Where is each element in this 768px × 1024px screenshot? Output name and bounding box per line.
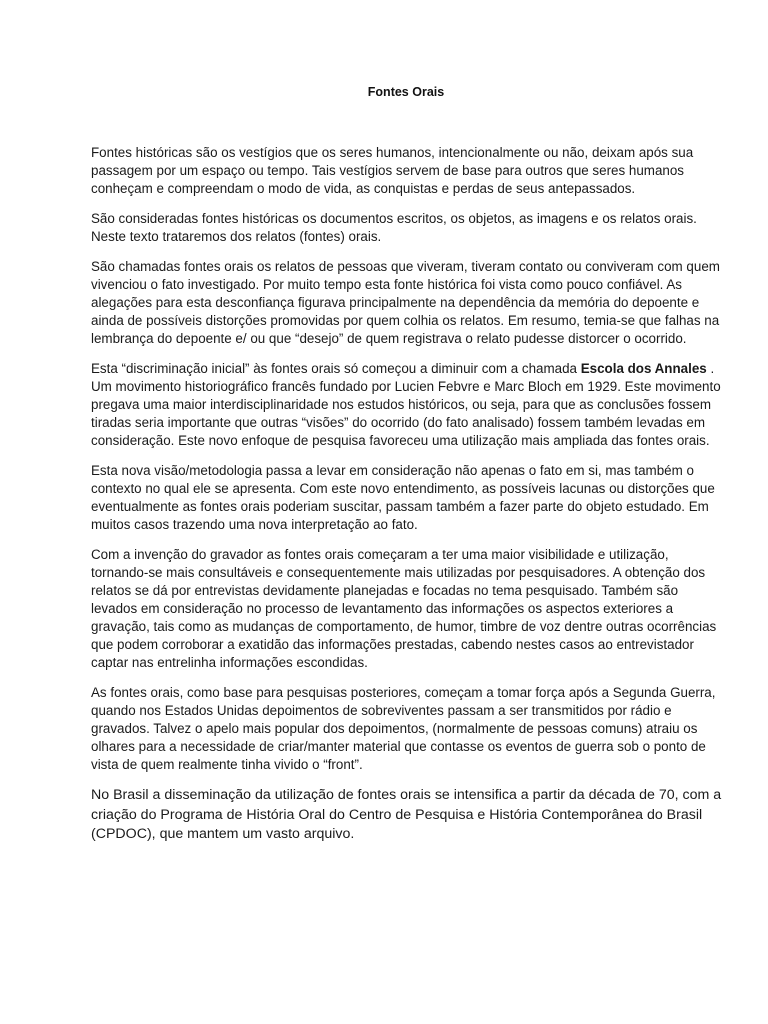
document-title: Fontes Orais: [367, 85, 445, 99]
paragraph-types: São consideradas fontes históricas os documentos escritos, os objetos, as imagens e os relatos orais. Neste texto trataremos dos relatos (fontes) orais.: [91, 211, 697, 244]
document-body: [91, 144, 723, 857]
annales-text-after: . Um movimento historiográfico francês fundado por Lucien Febvre e Marc Bloch em 1929. Este movimento pregava uma maior interdisciplinaridade nos estudos históricos, ou seja, para que as conclusões fossem tiradas seria importante que outras “visões” do ocorrido (do fato analisado) fossem também levadas em consideração. Este novo enfoque de pesquisa favoreceu uma utilização mais ampliada das fontes orais.: [91, 361, 721, 448]
paragraph-annales: [91, 360, 723, 450]
paragraph-recorder: Com a invenção do gravador as fontes orais começaram a ter uma maior visibilidade e utilização, tornando-se mais consultáveis e consequentemente mais utilizadas por pesquisadores. A obtenção dos relatos se dá por entrevistas devidamente planejadas e focadas no tema pesquisado. Também são levados em consideração no processo de levantamento das informações os aspectos exteriores a gravação, tais como as mudanças de comportamento, de humor, timbre de voz dentre outras ocorrências que podem corroborar a exatidão das informações prestadas, cabendo nestes casos ao entrevistador captar nas entrelinha informações escondidas.: [91, 547, 717, 670]
paragraph-brazil: No Brasil a disseminação da utilização de fontes orais se intensifica a partir da década de 70, com a criação do Programa de História Oral do Centro de Pesquisa e História Contemporânea do Brasil (CPDOC), que mantem um vasto arquivo.: [91, 787, 722, 842]
annales-text-before: Esta “discriminação inicial” às fontes orais só começou a diminuir com a chamada: [91, 361, 581, 376]
paragraph-war: As fontes orais, como base para pesquisas posteriores, começam a tomar força após a Segunda Guerra, quando nos Estados Unidas depoimentos de sobreviventes passam a ser transmitidos por rádio e gravados. Talvez o apelo mais popular dos depoimentos, (normalmente de pessoas comuns) atraiu os olhares para a necessidade de criar/manter material que contasse os eventos de guerra sob o ponto de vista de quem realmente tinha vivido o “front”.: [91, 685, 716, 772]
paragraph-methodology: Esta nova visão/metodologia passa a levar em consideração não apenas o fato em si, mas também o contexto no qual ele se apresenta. Com este novo entendimento, as possíveis lacunas ou distorções que eventualmente as fontes orais poderiam suscitar, passam também a fazer parte do objeto estudado. Em muitos casos trazendo uma nova interpretação ao fato.: [91, 463, 715, 532]
paragraph-definition: São chamadas fontes orais os relatos de pessoas que viveram, tiveram contato ou conviveram com quem vivenciou o fato investigado. Por muito tempo esta fonte histórica foi vista como pouco confiável. As alegações para esta desconfiança figurava principalmente na dependência da memória do depoente e ainda de possíveis distorções promovidas por quem colhia os relatos. Em resumo, temia-se que falhas na lembrança do depoente e/ ou que “desejo” de quem registrava o relato pudesse distorcer o ocorrido.: [91, 259, 720, 346]
annales-bold-term: Escola dos Annales: [580, 361, 707, 376]
paragraph-intro: Fontes históricas são os vestígios que os seres humanos, intencionalmente ou não, deixam após sua passagem por um espaço ou tempo. Tais vestígios servem de base para outros que seres humanos conheçam e compreendam o modo de vida, as conquistas e perdas de seus antepassados.: [91, 145, 694, 196]
